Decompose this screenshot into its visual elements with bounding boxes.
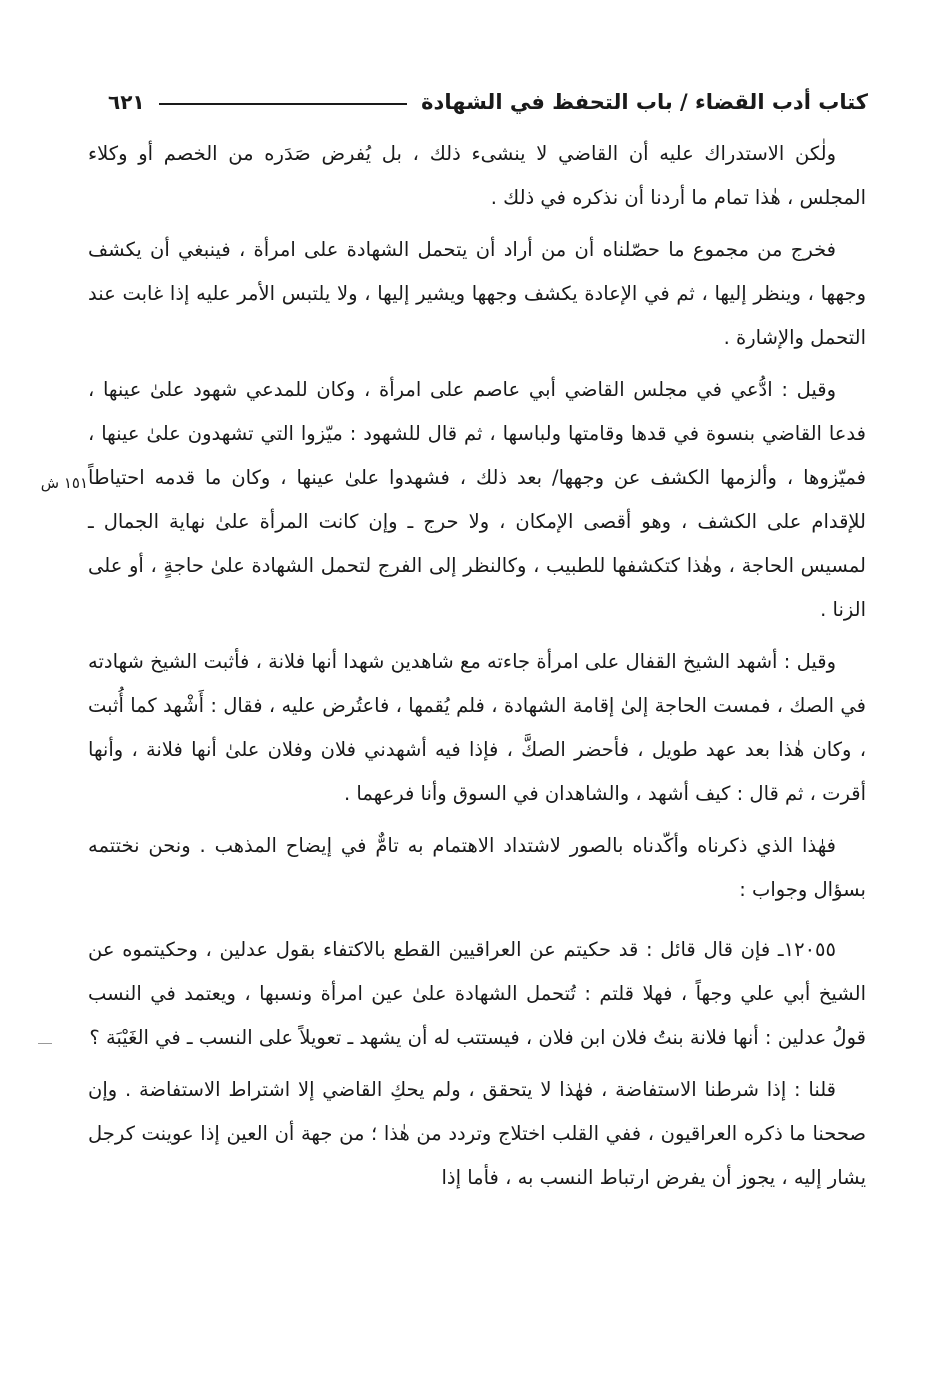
header-title: كتاب أدب القضاء / باب التحفظ في الشهادة	[421, 90, 868, 114]
body-text	[88, 132, 866, 1208]
paragraph-6: ١٢٠٥٥ـ فإن قال قائل : قد حكيتم عن العراقيين القطع بالاكتفاء بقول عدلين ، وحكيتموه عن الشيخ أبي علي وجهاً ، فهلا قلتم : تُتحمل الشهادة علىٰ عين امرأة ونسبها ، ويعتمد في النسب قولُ عدلين : أنها فلانة بنتُ فلان ابن فلان ، فيستتب له أن يشهد ـ تعويلاً على النسب ـ في الغَيْبَة ؟	[88, 938, 866, 1049]
paragraph-2: فخرج من مجموع ما حصّلناه أن من أراد أن يتحمل الشهادة على امرأة ، فينبغي أن يكشف وجهها ، وينظر إليها ، ثم في الإعادة يكشف وجهها ويشير إليها ، ولا يلتبس الأمر عليه إذا غابت عند التحمل والإشارة .	[88, 238, 866, 349]
paragraph-4: وقيل : أشهد الشيخ القفال على امرأة جاءته مع شاهدين شهدا أنها فلانة ، فأثبت الشيخ شهادته في الصك ، فمست الحاجة إلىٰ إقامة الشهادة ، فلم يُقمها ، فاعتُرض عليه ، فقال : أَشْهد كما أُثبت ، وكان هٰذا بعد عهد طويل ، فأحضر الصكَّ ، فإذا فيه أشهدني فلان وفلان علىٰ أنها فلانة ، وأنها أقرت ، ثم قال : كيف أشهد ، والشاهدان في السوق وأنا فرعهما .	[88, 650, 866, 805]
paragraph-7: قلنا : إذا شرطنا الاستفاضة ، فهٰذا لا يتحقق ، ولم يحكِ القاضي إلا اشتراط الاستفاضة . وإن صححنا ما ذكره العراقيون ، ففي القلب اختلاج وتردد من هٰذا ؛ من جهة أن العين إذا عوينت كرجل يشار إليه ، يجوز أن يفرض ارتباط النسب به ، فأما إذا	[88, 1078, 866, 1189]
manuscript-margin-note: ١٥١ ش	[40, 474, 88, 492]
paragraph-3: وقيل : ادُّعي في مجلس القاضي أبي عاصم على امرأة ، وكان للمدعي شهود علىٰ عينها ، فدعا القاضي بنسوة في قدها وقامتها ولباسها ، ثم قال للشهود : ميّزوا التي تشهدون علىٰ عينها ، فميّزوها ، وألزمها الكشف عن وجهها/ بعد ذلك ، فشهدوا علىٰ عينها ، وكان ما قدمه احتياطاً للإقدام على الكشف ، وهو أقصى الإمكان ، ولا حرج ـ وإن كانت المرأة علىٰ نهاية الجمال ـ لمسيس الحاجة ، وهٰذا كتكشفها للطبيب ، وكالنظر إلى الفرج لتحمل الشهادة علىٰ حاجةٍ ، أو على الزنا .	[88, 378, 866, 621]
paragraph-1: ولٰكن الاستدراك عليه أن القاضي لا ينشىء ذلك ، بل يُفرض صَدَره من الخصم أو وكلاء المجلس ، هٰذا تمام ما أردنا أن نذكره في ذلك .	[88, 142, 866, 209]
paragraph-5: فهٰذا الذي ذكرناه وأكّدناه بالصور لاشتداد الاهتمام به تامٌّ في إيضاح المذهب . ونحن نختتمه بسؤال وجواب :	[88, 834, 866, 901]
header-rule	[159, 103, 408, 105]
margin-tick	[38, 1043, 52, 1044]
running-header	[108, 82, 868, 122]
page-number: ٦٢١	[108, 90, 145, 114]
